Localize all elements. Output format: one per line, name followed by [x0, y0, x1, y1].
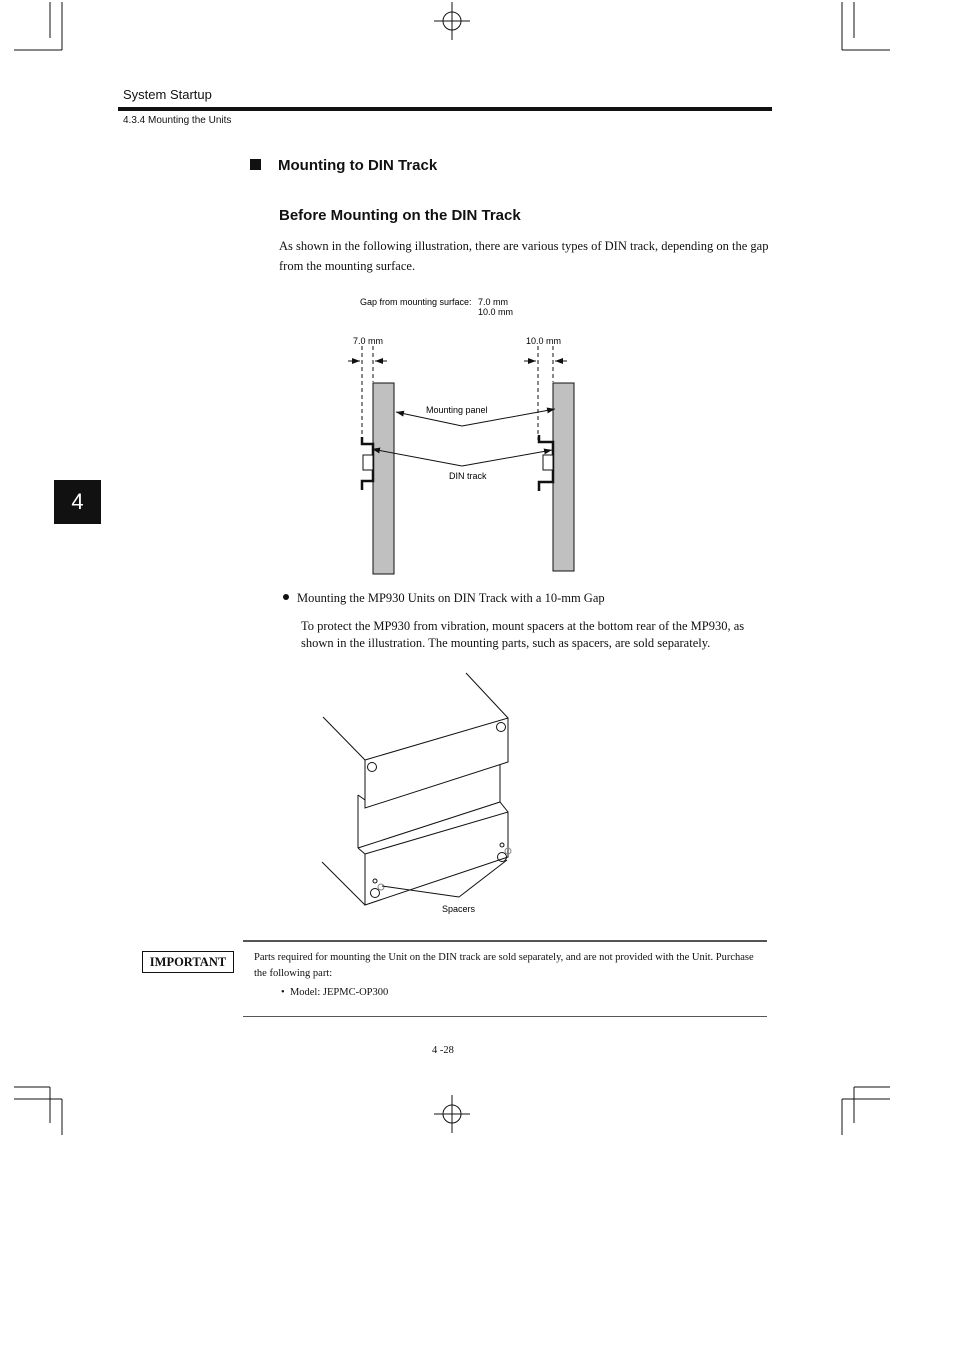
header-rule	[118, 107, 772, 111]
dim-label-left: 7.0 mm	[353, 336, 384, 346]
page-number: 4 -28	[432, 1045, 454, 1056]
important-rule-bottom	[243, 1016, 767, 1017]
gap-value-1: 7.0 mm	[478, 297, 509, 307]
label-din-track: DIN track	[449, 471, 487, 481]
important-text: Parts required for mounting the Unit on the DIN track are sold separately, and are not provided with the Unit. Purchase the following part:	[254, 952, 754, 979]
bullet-text: Mounting the MP930 Units on DIN Track with a 10-mm Gap	[297, 591, 605, 605]
spacer-mounting-figure	[318, 670, 518, 920]
section-heading-text: Mounting to DIN Track	[278, 157, 438, 174]
bullet-dot-icon	[283, 594, 289, 600]
dim-label-right: 10.0 mm	[526, 336, 562, 346]
gap-value-2: 10.0 mm	[478, 307, 514, 317]
chapter-tab: 4	[54, 480, 101, 524]
gap-label: Gap from mounting surface:	[360, 297, 472, 307]
intro-paragraph: As shown in the following illustration, there are various types of DIN track, depending on the gap from the mounting surface.	[279, 239, 769, 273]
section-heading	[250, 157, 437, 174]
subsection-heading: Before Mounting on the DIN Track	[279, 207, 521, 224]
important-badge: IMPORTANT	[142, 951, 234, 973]
din-track-gap-figure	[340, 292, 590, 582]
label-mounting-panel: Mounting panel	[426, 405, 488, 415]
square-bullet-icon	[250, 159, 261, 170]
bullet-item	[283, 591, 605, 606]
important-item: • Model: JEPMC-OP300	[281, 987, 389, 998]
running-title: System Startup	[123, 87, 212, 102]
mounting-panel-left	[373, 383, 394, 574]
important-item-text: Model: JEPMC-OP300	[289, 987, 389, 998]
important-rule-top	[243, 940, 767, 942]
subsection-label: 4.3.4 Mounting the Units	[123, 115, 232, 126]
bullet-body: To protect the MP930 from vibration, mount spacers at the bottom rear of the MP930, as shown in the illustration. The mounting parts, such as spacers, are sold separately.	[301, 619, 745, 650]
mounting-panel-right	[553, 383, 574, 571]
label-spacers: Spacers	[442, 904, 476, 914]
